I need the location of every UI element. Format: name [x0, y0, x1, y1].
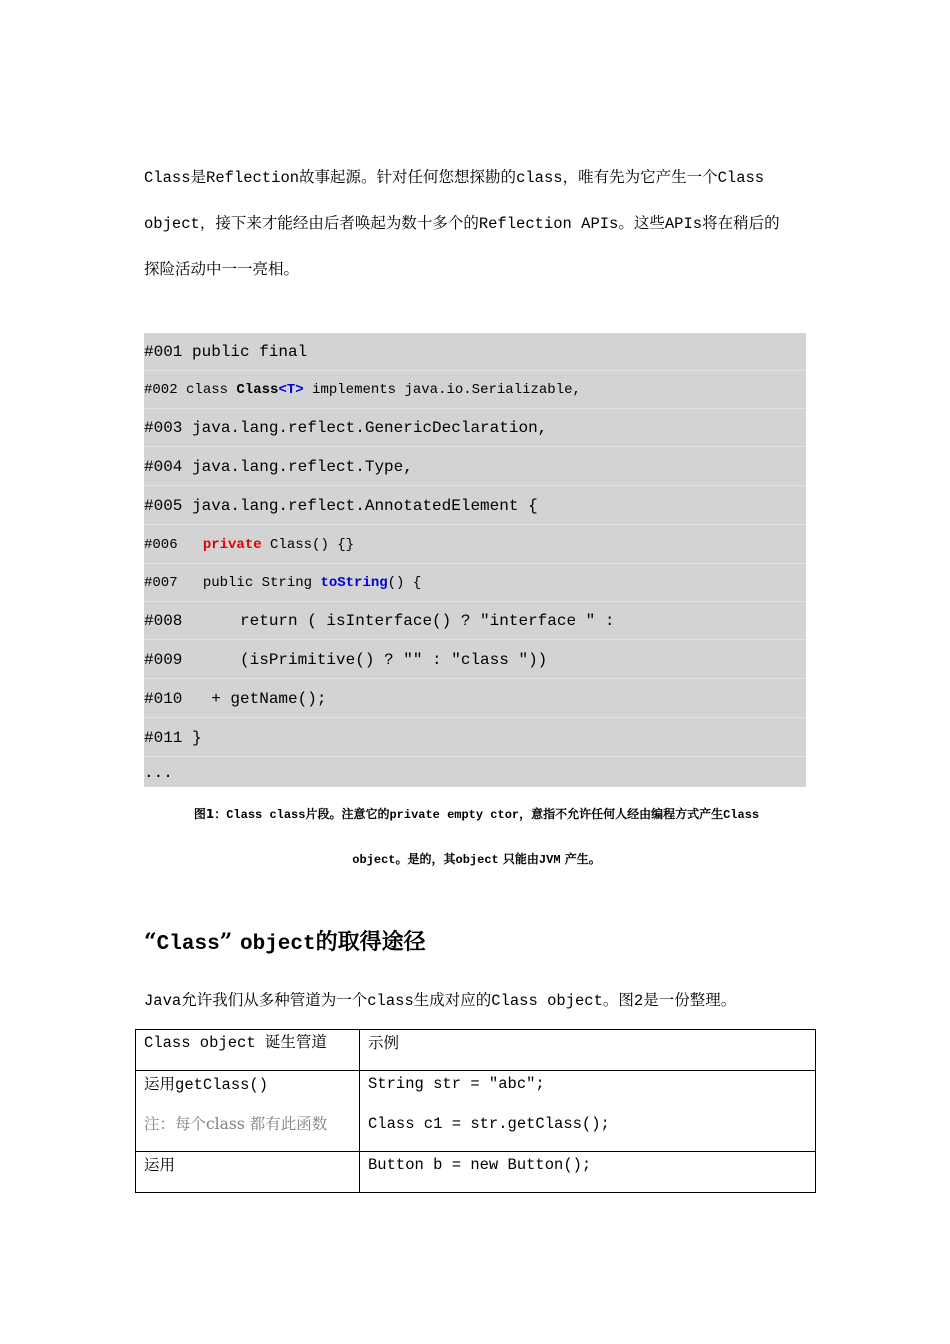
code-line: #001 public final — [144, 333, 806, 371]
table-cell: 运用getClass() 注：每个class 都有此函数 — [136, 1071, 360, 1152]
section-heading: “Class” object的取得途径 — [144, 929, 426, 956]
code-line: #008 return ( isInterface() ? "interface " : — [144, 602, 806, 640]
code-line: #004 java.lang.reflect.Type, — [144, 448, 806, 486]
code-line: #006 private Class() {} — [144, 526, 806, 564]
class-object-table — [135, 1029, 816, 1193]
table-cell: Button b = new Button(); — [360, 1152, 816, 1193]
figure-caption-line-2: object。是的，其object 只能由JVM 产生。 — [352, 852, 601, 867]
code-line: #011 } — [144, 719, 806, 757]
code-line: #009 (isPrimitive() ? "" : "class ")) — [144, 641, 806, 679]
code-line: ... — [144, 763, 173, 782]
table-row — [136, 1071, 816, 1152]
code-block — [144, 333, 806, 787]
code-line: #010 + getName(); — [144, 680, 806, 718]
intro-line-2: object，接下来才能经由后者唤起为数十多个的Reflection APIs。这些APIs将在稍后的 — [144, 214, 780, 233]
code-line: #002 class Class <T> implements java.io.Serializable, — [144, 371, 806, 409]
table-header-cell: 示例 — [360, 1030, 816, 1071]
intro-paragraph — [144, 155, 809, 292]
table-cell: String str = "abc"; Class c1 = str.getClass(); — [360, 1071, 816, 1152]
code-line: #003 java.lang.reflect.GenericDeclaration, — [144, 409, 806, 447]
table-header-cell: Class object 诞生管道 — [136, 1030, 360, 1071]
intro-line-1: Class是Reflection故事起源。针对任何您想探勘的class，唯有先为它产生一个Class — [144, 168, 765, 187]
code-line: #007 public String toString () { — [144, 564, 806, 602]
table-header-row — [136, 1030, 816, 1071]
table-row — [136, 1152, 816, 1193]
section-paragraph: Java允许我们从多种管道为一个class生成对应的Class object。图2是一份整理。 — [144, 991, 737, 1010]
table-cell: 运用 — [136, 1152, 360, 1193]
intro-line-3: 探险活动中一一亮相。 — [144, 260, 300, 278]
figure-caption-line-1: 图1：Class class片段。注意它的private empty ctor，意指不允许任何人经由编程方式产生Class — [193, 807, 760, 822]
code-line: #005 java.lang.reflect.AnnotatedElement { — [144, 487, 806, 525]
